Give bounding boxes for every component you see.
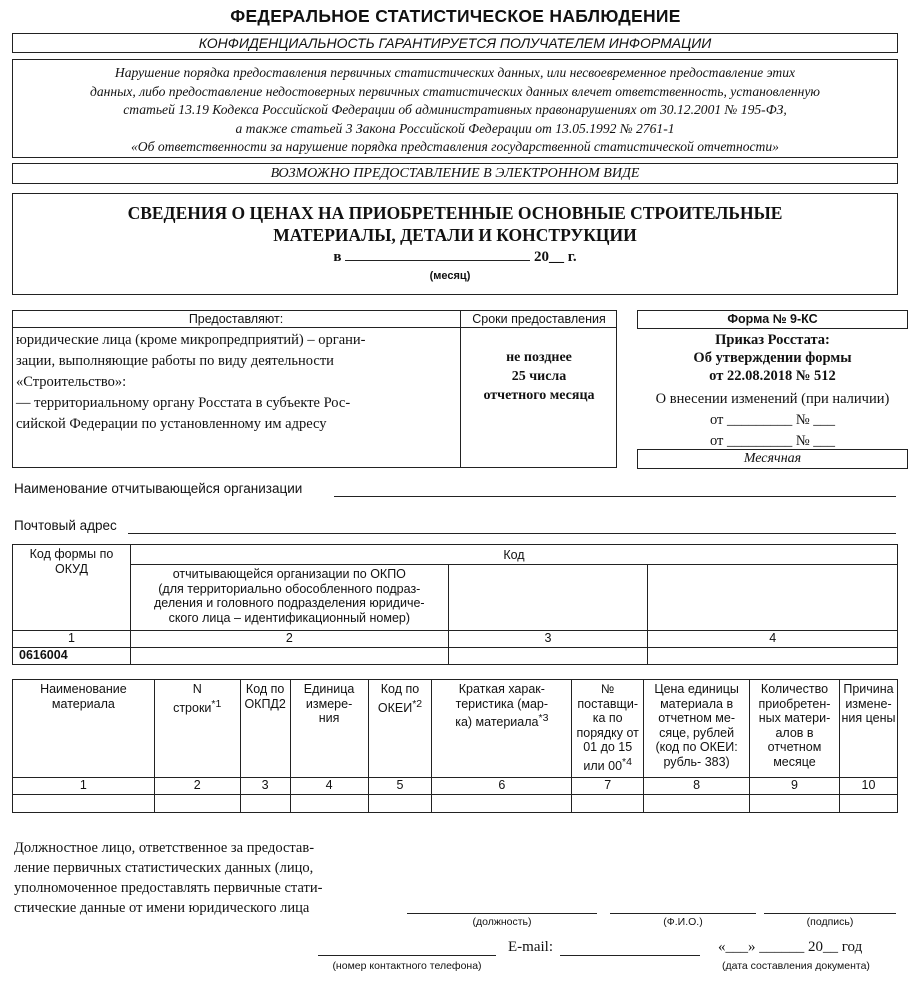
col-number: 3 <box>448 631 648 648</box>
month-field[interactable] <box>345 246 530 261</box>
header-okpd2: Код по ОКПД2 <box>240 680 290 778</box>
submitters-header: Предоставляют: <box>188 312 284 326</box>
period-year: 20__ г. <box>533 249 577 265</box>
header-row-number: N строки$^{*1}$ <box>154 680 240 778</box>
header-price: Цена единицы материала в отчетном ме- сяце, рублей (код по ОКЕИ: рубль- 383) <box>644 680 750 778</box>
col-number: 7 <box>572 778 644 795</box>
okpo-header: отчитывающейся организации по ОКПО (для территориально обособленного подраз- деления и головного подразделения юридиче- ского лица – идентификационный номер) <box>130 565 448 631</box>
data-cell[interactable] <box>572 795 644 813</box>
code-value-4[interactable] <box>648 648 898 665</box>
okpo-value[interactable] <box>130 648 448 665</box>
address-field[interactable] <box>128 518 896 534</box>
date-hint: (дата составления документа) <box>722 960 870 972</box>
col-number: 3 <box>240 778 290 795</box>
divider <box>12 327 617 328</box>
data-cell[interactable] <box>13 795 155 813</box>
fio-hint: (Ф.И.О.) <box>663 916 703 928</box>
footnote-mark: *4 <box>622 755 632 768</box>
changes-label: О внесении изменений (при наличии) <box>655 391 890 407</box>
confidentiality-text: КОНФИДЕНЦИАЛЬНОСТЬ ГАРАНТИРУЕТСЯ ПОЛУЧАТЕЛЕМ ИНФОРМАЦИИ <box>198 35 712 51</box>
header-material-name: Наименование материала <box>13 680 155 778</box>
email-label: E-mail: <box>508 939 553 955</box>
form-header-title: ФЕДЕРАЛЬНОЕ СТАТИСТИЧЕСКОЕ НАБЛЮДЕНИЕ <box>230 6 681 26</box>
date-field[interactable]: «___» ______ 20__ год <box>718 939 863 955</box>
col-number: 10 <box>839 778 897 795</box>
report-title-box <box>12 193 898 295</box>
deadline-line: 25 числа <box>511 369 567 384</box>
deadline-header: Сроки предоставления <box>472 312 606 326</box>
position-hint: (должность) <box>472 916 532 928</box>
change-row[interactable]: от _________ № ___ <box>709 412 836 428</box>
warning-line: Нарушение порядка предоставления первичных статистических данных, или несвоевременное предоставление этих <box>114 65 796 80</box>
okud-header: Код формы по ОКУД <box>13 545 131 631</box>
col-number: 9 <box>750 778 840 795</box>
periodicity-box <box>637 449 908 469</box>
email-field[interactable] <box>560 942 700 956</box>
form-number-box <box>637 310 908 329</box>
data-cell[interactable] <box>839 795 897 813</box>
header-characteristic: Краткая харак- теристика (мар- ка) материала$^{*3}$ <box>432 680 572 778</box>
col-number: 4 <box>290 778 368 795</box>
materials-table <box>12 679 898 813</box>
report-period <box>13 246 897 268</box>
header-quantity: Количество приобретен- ных матери- алов в отчетном месяце <box>750 680 840 778</box>
org-name-field[interactable] <box>334 481 896 497</box>
report-title-line: СВЕДЕНИЯ О ЦЕНАХ НА ПРИОБРЕТЕННЫЕ ОСНОВНЫЕ СТРОИТЕЛЬНЫЕ <box>127 203 783 223</box>
data-cell[interactable] <box>432 795 572 813</box>
footnote-mark: *3 <box>538 712 549 724</box>
warning-line: «Об ответственности за нарушение порядка представления государственной статистической отчетности» <box>131 139 779 155</box>
warning-line: данных, либо предоставление недостоверных первичных статистических данных влечет ответственность, установленную <box>90 83 820 99</box>
code-header: Код <box>130 545 897 565</box>
electronic-text: ВОЗМОЖНО ПРЕДОСТАВЛЕНИЕ В ЭЛЕКТРОННОМ ВИДЕ <box>270 166 640 181</box>
header-unit: Единица измере- ния <box>290 680 368 778</box>
col-number: 4 <box>648 631 898 648</box>
warning-line: статьей 13.19 Кодекса Российской Федерации об административных правонарушениях от 30.12.2001 № 195-ФЗ, <box>123 102 787 118</box>
submitters-text <box>16 330 458 435</box>
col-number: 1 <box>13 631 131 648</box>
col-number: 5 <box>368 778 432 795</box>
phone-hint: (номер контактного телефона) <box>332 960 482 972</box>
electronic-banner <box>12 163 898 184</box>
submitter-line: зации, выполняющие работы по виду деятельности <box>16 353 334 369</box>
month-hint: (месяц) <box>429 270 471 282</box>
data-cell[interactable] <box>240 795 290 813</box>
okud-value: 0616004 <box>13 648 131 665</box>
code-col-4 <box>648 565 898 631</box>
code-col-3 <box>448 565 648 631</box>
deadline-line: отчетного месяца <box>483 388 595 403</box>
submitter-line: — территориальному органу Росстата в субъекте Рос- <box>16 395 351 411</box>
footnote-mark: *1 <box>211 697 222 710</box>
submitter-line: «Строительство»: <box>16 374 127 390</box>
footnote-mark: *2 <box>412 697 423 710</box>
deadline-text <box>461 348 617 405</box>
order-line: Приказ Росстата: <box>715 332 830 348</box>
data-cell[interactable] <box>290 795 368 813</box>
warning-box <box>12 59 898 158</box>
submitter-line: юридические лица (кроме микропредприятий) – органи- <box>16 332 366 348</box>
header-reason: Причина измене- ния цены <box>839 680 897 778</box>
position-field[interactable] <box>407 900 597 914</box>
warning-line: а также статьей 3 Закона Российской Федерации от 13.05.1992 № 2761-1 <box>235 120 675 136</box>
confidentiality-banner <box>12 33 898 53</box>
codes-table <box>12 544 898 665</box>
org-name-label: Наименование отчитывающейся организации <box>14 481 303 496</box>
signature-field[interactable] <box>764 900 896 914</box>
header-supplier: № поставщи- ка по порядку от 01 до 15 или 00$^{*4}$ <box>572 680 644 778</box>
data-cell[interactable] <box>154 795 240 813</box>
col-number: 2 <box>130 631 448 648</box>
change-row[interactable]: от _________ № ___ <box>709 433 836 449</box>
signature-hint: (подпись) <box>806 916 854 928</box>
order-line: от 22.08.2018 № 512 <box>709 368 836 384</box>
periodicity: Месячная <box>743 451 802 466</box>
deadline-line: не позднее <box>506 350 572 365</box>
address-label: Почтовый адрес <box>14 518 117 533</box>
data-cell[interactable] <box>644 795 750 813</box>
order-line: Об утверждении формы <box>693 350 852 366</box>
fio-field[interactable] <box>610 900 756 914</box>
phone-field[interactable] <box>318 942 496 956</box>
code-value-3[interactable] <box>448 648 648 665</box>
report-title-line: МАТЕРИАЛЫ, ДЕТАЛИ И КОНСТРУКЦИИ <box>273 225 637 245</box>
data-cell[interactable] <box>368 795 432 813</box>
period-prefix: в <box>333 249 342 265</box>
col-number: 8 <box>644 778 750 795</box>
col-number: 6 <box>432 778 572 795</box>
header-okei: Код по ОКЕИ$^{*2}$ <box>368 680 432 778</box>
col-number: 1 <box>13 778 155 795</box>
data-cell[interactable] <box>750 795 840 813</box>
official-text: Должностное лицо, ответственное за предостав- ление первичных статистических данных (лицо, уполномоченное предоставлять первичные стати- стические данные от имени юридического лица <box>14 840 323 916</box>
col-number: 2 <box>154 778 240 795</box>
form-order <box>637 331 908 450</box>
form-number: Форма № 9-КС <box>727 312 818 326</box>
submitter-line: сийской Федерации по установленному им адресу <box>16 416 327 432</box>
